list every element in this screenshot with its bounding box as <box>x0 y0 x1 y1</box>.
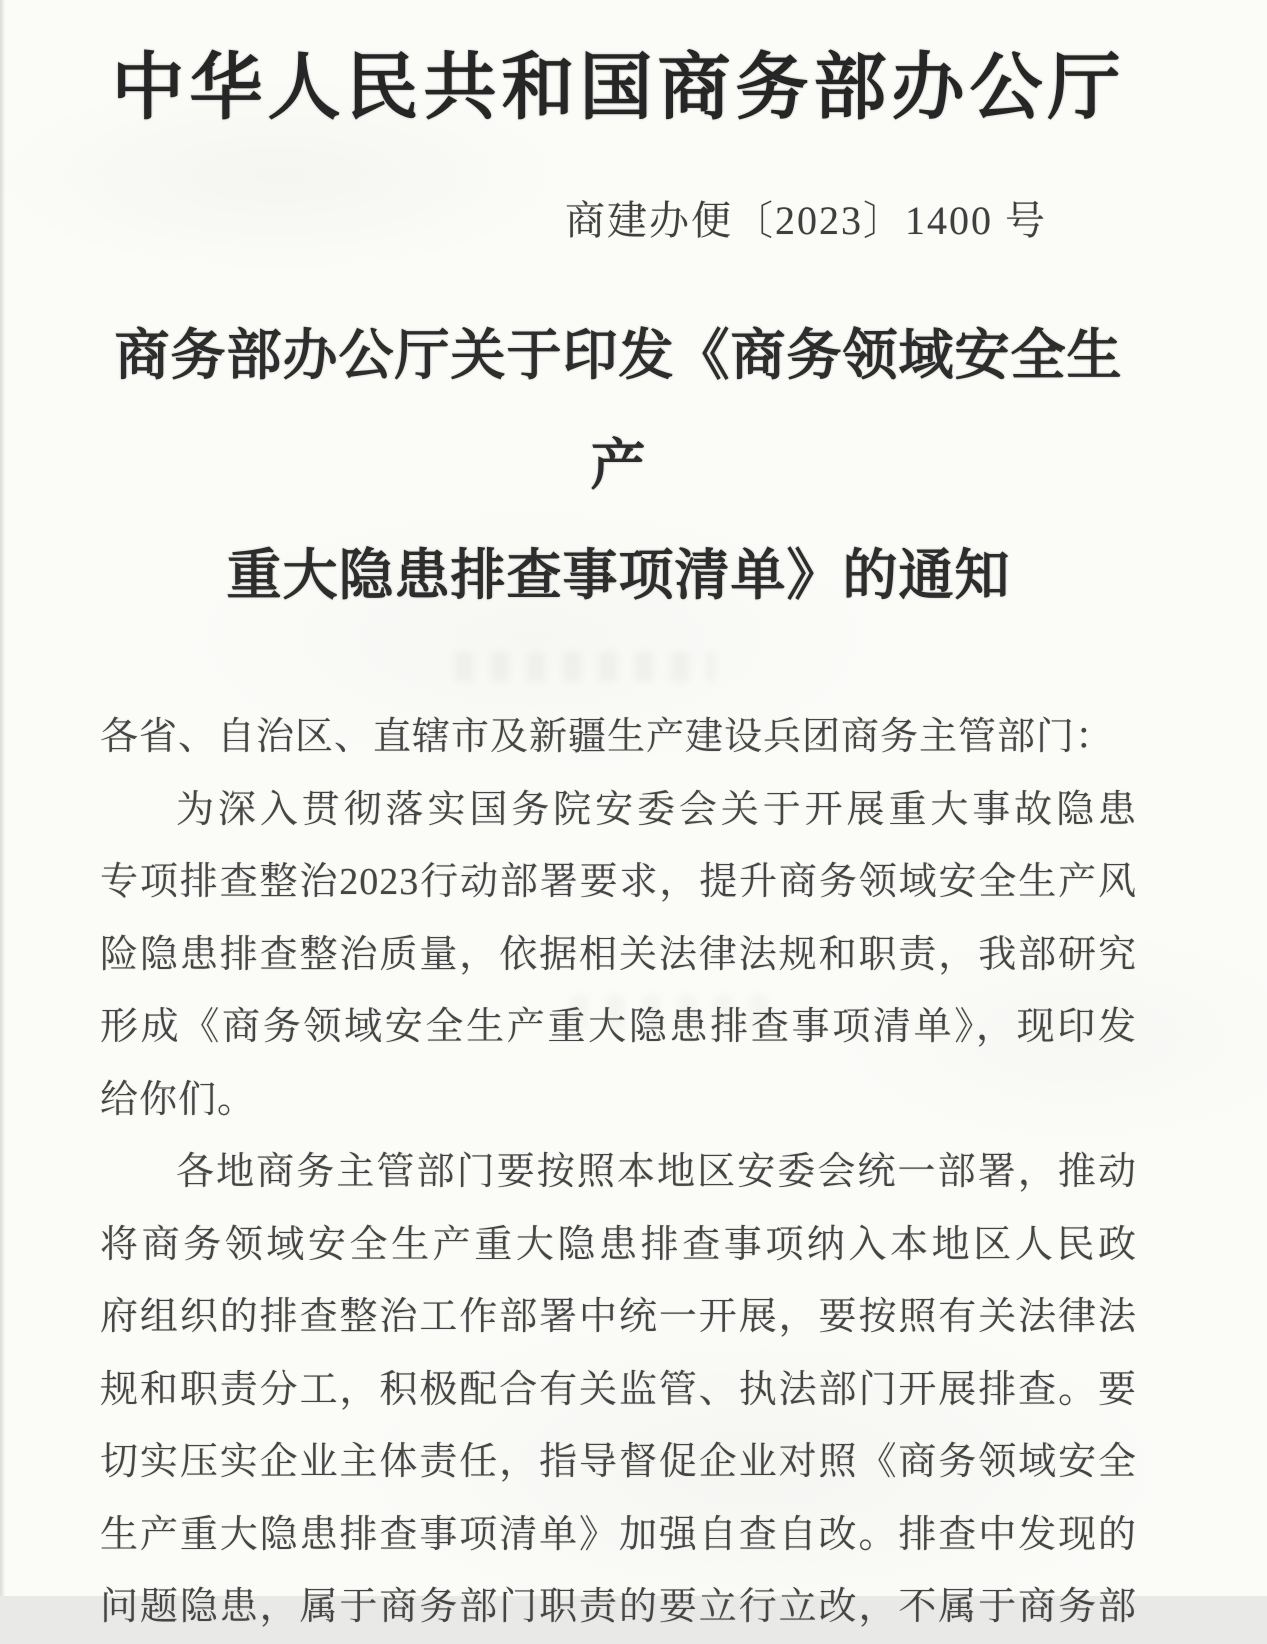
body-text-line: 规和职责分工，积极配合有关监管、执法部门开展排查。要 <box>100 1368 1137 1411</box>
body-text-line: 专项排查整治2023行动部署要求，提升商务领域安全生产风 <box>100 861 1137 903</box>
document-number: 商建办便〔2023〕1400 号 <box>565 198 1047 243</box>
document-title-line-2: 重大隐患排查事项清单》的通知 <box>226 545 1011 606</box>
document-body <box>100 701 1137 1644</box>
body-text-line: 切实压实企业主体责任，指导督促企业对照《商务领域安全 <box>100 1441 1137 1483</box>
body-text-line: 问题隐患，属于商务部门职责的要立行立改，不属于商务部 <box>100 1586 1137 1628</box>
body-text-line: 险隐患排查整治质量，依据相关法律法规和职责，我部研究 <box>100 933 1137 976</box>
body-text-line: 形成《商务领域安全生产重大隐患排查事项清单》，现印发 <box>100 1006 1137 1048</box>
salutation-line: 各省、自治区、直辖市及新疆生产建设兵团商务主管部门： <box>100 716 1115 758</box>
body-text-line: 生产重大隐患排查事项清单》加强自查自改。排查中发现的 <box>100 1513 1137 1556</box>
issuer-header: 中华人民共和国商务部办公厅 <box>111 47 1126 128</box>
body-text-line: 将商务领域安全生产重大隐患排查事项纳入本地区人民政 <box>100 1223 1137 1266</box>
body-text-line: 府组织的排查整治工作部署中统一开展，要按照有关法律法 <box>100 1296 1137 1338</box>
body-text-line: 为深入贯彻落实国务院安委会关于开展重大事故隐患 <box>176 788 1137 831</box>
body-text-line: 给你们。 <box>100 1078 257 1121</box>
body-text-line: 各地商务主管部门要按照本地区安委会统一部署，推动 <box>176 1151 1137 1193</box>
document-title <box>100 301 1137 631</box>
document-title-line-1: 商务部办公厅关于印发《商务领域安全生产 <box>114 325 1123 496</box>
